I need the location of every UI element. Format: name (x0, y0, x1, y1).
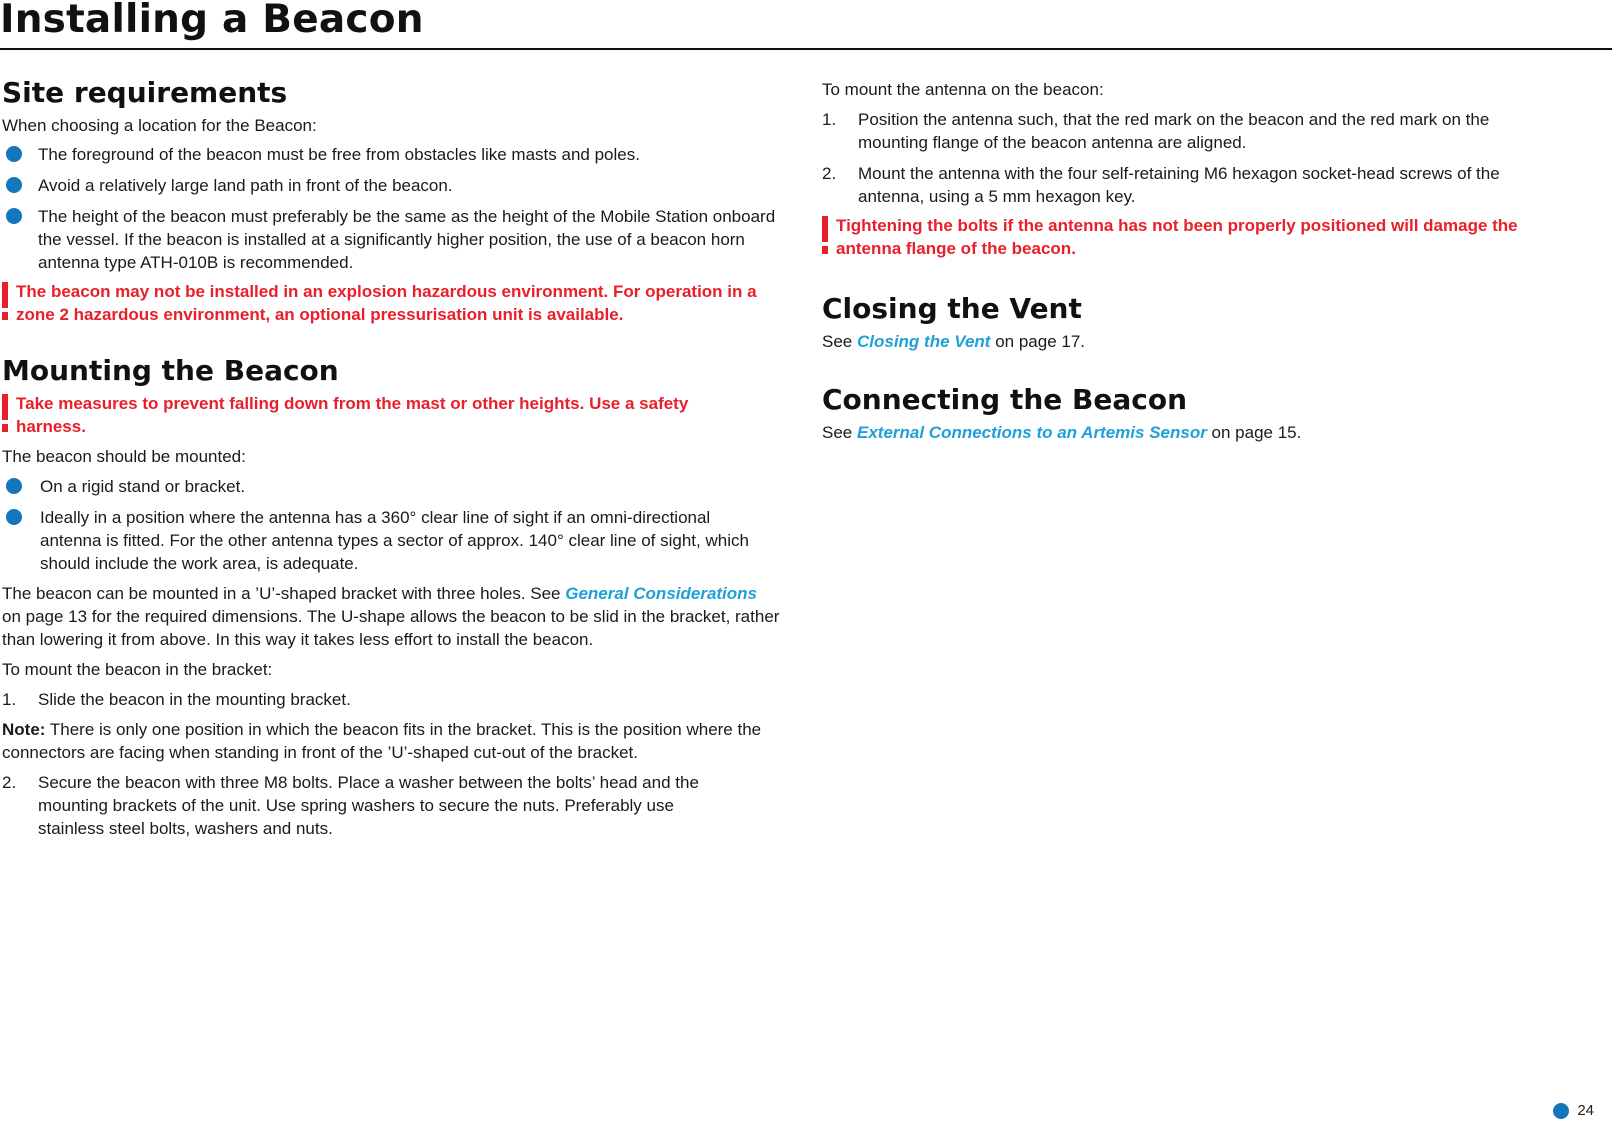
page-title: Installing a Beacon (0, 0, 424, 42)
bullet-dot-icon (6, 146, 22, 162)
right-column (822, 78, 1602, 444)
mounting-intro: The beacon should be mounted: (2, 447, 246, 466)
list-item: The height of the beacon must preferably be the same as the height of the Mobile Station onboard the vessel. If the beacon is installed at a significantly higher position, the use of a beacon horn antenna type ATH-010B is recommended. (2, 205, 792, 274)
mounting-heading: Mounting the Beacon (2, 354, 339, 387)
bullet-dot-icon (6, 177, 22, 193)
title-divider (0, 48, 1612, 50)
bracket-steps-list-2 (2, 771, 792, 840)
list-item: Avoid a relatively large land path in front of the beacon. (2, 174, 792, 197)
page-dot-icon (1553, 1103, 1569, 1119)
mounting-note: Note: There is only one position in which the beacon fits in the bracket. This is the position where the connectors are facing when standing in front of the ’U’-shaped cut-out of the bracket. (2, 720, 762, 762)
list-item: Ideally in a position where the antenna has a 360° clear line of sight if an omni-directional antenna is fitted. For the other antenna types a sector of approx. 140° clear line of sight, which should include the work area, is adequate. (2, 506, 752, 575)
list-item: 2. Mount the antenna with the four self-retaining M6 hexagon socket-head screws of the antenna, using a 5 mm hexagon key. (822, 164, 1500, 206)
site-requirements-list (2, 143, 792, 274)
explosion-warning: The beacon may not be installed in an explosion hazardous environment. For operation in a zone 2 hazardous environment, an optional pressurisation unit is available. (2, 280, 792, 326)
bracket-steps-intro: To mount the beacon in the bracket: (2, 660, 273, 679)
bullet-dot-icon (6, 509, 22, 525)
mounting-list (2, 475, 792, 575)
closing-vent-reference: See Closing the Vent on page 17. (822, 332, 1086, 351)
bullet-dot-icon (6, 478, 22, 494)
bullet-dot-icon (6, 208, 22, 224)
antenna-warning: Tightening the bolts if the antenna has not been properly positioned will damage the antenna flange of the beacon. (822, 214, 1582, 260)
site-requirements-intro: When choosing a location for the Beacon: (2, 116, 317, 135)
page-footer (1553, 1099, 1594, 1122)
general-considerations-link[interactable]: General Considerations (565, 584, 758, 603)
external-connections-link[interactable]: External Connections to an Artemis Sensor (856, 423, 1207, 442)
list-item: The foreground of the beacon must be free from obstacles like masts and poles. (2, 143, 792, 166)
left-column (2, 76, 792, 840)
antenna-intro: To mount the antenna on the beacon: (822, 80, 1104, 99)
antenna-steps-list (822, 108, 1602, 208)
site-requirements-heading: Site requirements (2, 76, 288, 109)
warning-exclamation-icon (2, 282, 8, 320)
list-item: On a rigid stand or bracket. (2, 475, 792, 498)
list-item: 2. Secure the beacon with three M8 bolts. Place a washer between the bolts’ head and the mounting brackets of the unit. Use spring washers to secure the nuts. Preferably use stainless steel bolts, washers and nuts. (2, 773, 699, 838)
closing-vent-link[interactable]: Closing the Vent (856, 332, 991, 351)
connecting-reference: See External Connections to an Artemis Sensor on page 15. (822, 423, 1302, 442)
bracket-paragraph: The beacon can be mounted in a ’U’-shaped bracket with three holes. See General Considerations on page 13 for the required dimensions. The U-shape allows the beacon to be slid in the bracket, rather than lowering it from above. In this way it takes less effort to install the beacon. (2, 584, 780, 649)
list-item: 1. Slide the beacon in the mounting bracket. (2, 690, 351, 709)
page-number: 24 (1577, 1102, 1594, 1119)
closing-vent-heading: Closing the Vent (822, 292, 1082, 325)
warning-exclamation-icon (2, 394, 8, 432)
warning-exclamation-icon (822, 216, 828, 254)
connecting-heading: Connecting the Beacon (822, 383, 1187, 416)
bracket-steps-list (2, 688, 792, 711)
safety-warning: Take measures to prevent falling down from the mast or other heights. Use a safety harness. (2, 392, 732, 438)
list-item: 1. Position the antenna such, that the red mark on the beacon and the red mark on the mounting flange of the beacon antenna are aligned. (822, 110, 1490, 152)
